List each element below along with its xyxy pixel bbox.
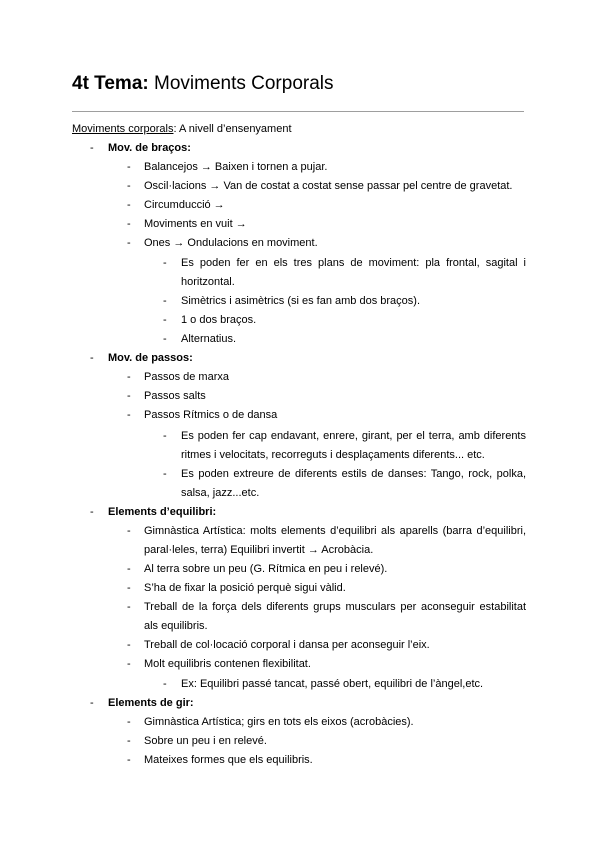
sub-list-item: Es poden fer en els tres plans de moviment: pla frontal, sagital i bbox=[181, 257, 526, 269]
section-heading: Elements d’equilibri: bbox=[108, 506, 217, 518]
section-heading: Elements de gir: bbox=[108, 697, 194, 709]
sub-list-item: Es poden extreure de diferents estils de danses: Tango, rock, polka, bbox=[181, 468, 526, 480]
bullet-dash: - bbox=[127, 409, 131, 421]
list-item: Treball de la força dels diferents grups musculars per aconseguir estabilitat bbox=[144, 601, 526, 613]
bullet-dash: - bbox=[90, 352, 94, 364]
bullet-dash: - bbox=[127, 735, 131, 747]
page-title bbox=[72, 72, 334, 96]
list-item-continued: paral·leles, terra) Equilibri invertit → Acrobàcia. bbox=[144, 544, 374, 556]
list-item: Balancejos → Baixen i tornen a pujar. bbox=[144, 161, 328, 173]
bullet-dash: - bbox=[127, 639, 131, 651]
list-item: Al terra sobre un peu (G. Rítmica en peu i relevé). bbox=[144, 563, 388, 575]
list-item: Passos de marxa bbox=[144, 371, 229, 383]
list-item: Ones → Ondulacions en moviment. bbox=[144, 237, 318, 249]
bullet-dash: - bbox=[127, 582, 131, 594]
list-item: S’ha de fixar la posició perquè sigui vàlid. bbox=[144, 582, 346, 594]
bullet-dash: - bbox=[127, 237, 131, 249]
list-item: Gimnàstica Artística; girs en tots els eixos (acrobàcies). bbox=[144, 716, 414, 728]
bullet-dash: - bbox=[163, 468, 167, 480]
bullet-dash: - bbox=[127, 525, 131, 537]
bullet-dash: - bbox=[163, 257, 167, 269]
bullet-dash: - bbox=[127, 199, 131, 211]
section-heading: Mov. de passos: bbox=[108, 352, 193, 364]
list-item: Passos salts bbox=[144, 390, 206, 402]
list-item-continued: als equilibris. bbox=[144, 620, 208, 632]
list-item: Treball de col·locació corporal i dansa per aconseguir l’eix. bbox=[144, 639, 430, 651]
intro-line bbox=[72, 122, 292, 136]
bullet-dash: - bbox=[163, 430, 167, 442]
bullet-dash: - bbox=[127, 390, 131, 402]
list-item: Mateixes formes que els equilibris. bbox=[144, 754, 313, 766]
bullet-dash: - bbox=[127, 716, 131, 728]
bullet-dash: - bbox=[127, 180, 131, 192]
bullet-dash: - bbox=[127, 161, 131, 173]
title-divider bbox=[72, 111, 524, 112]
bullet-dash: - bbox=[127, 658, 131, 670]
bullet-dash: - bbox=[127, 218, 131, 230]
sub-list-item-continued: ritmes i velocitats, recorreguts i desplaçaments diferents... etc. bbox=[181, 449, 485, 461]
intro-underlined: Moviments corporals bbox=[72, 123, 174, 135]
bullet-dash: - bbox=[127, 563, 131, 575]
sub-list-item: 1 o dos braços. bbox=[181, 314, 257, 326]
title-bold: 4t Tema: bbox=[72, 73, 149, 94]
sub-list-item: Alternatius. bbox=[181, 333, 237, 345]
list-item: Moviments en vuit → bbox=[144, 218, 247, 230]
list-item: Gimnàstica Artística: molts elements d’equilibri als aparells (barra d’equilibri, bbox=[144, 525, 526, 537]
list-item: Oscil·lacions → Van de costat a costat sense passar pel centre de gravetat. bbox=[144, 180, 513, 192]
sub-list-item-continued: horitzontal. bbox=[181, 276, 235, 288]
sub-list-item-continued: salsa, jazz...etc. bbox=[181, 487, 260, 499]
bullet-dash: - bbox=[90, 142, 94, 154]
sub-list-item: Simètrics i asimètrics (si es fan amb dos braços). bbox=[181, 295, 421, 307]
bullet-dash: - bbox=[127, 754, 131, 766]
bullet-dash: - bbox=[163, 295, 167, 307]
bullet-dash: - bbox=[127, 371, 131, 383]
list-item: Molt equilibris contenen flexibilitat. bbox=[144, 658, 311, 670]
intro-rest: : A nivell d’ensenyament bbox=[173, 123, 292, 135]
bullet-dash: - bbox=[127, 601, 131, 613]
bullet-dash: - bbox=[90, 697, 94, 709]
sub-list-item: Ex: Equilibri passé tancat, passé obert, equilibri de l’àngel,etc. bbox=[181, 678, 484, 690]
sub-list-item: Es poden fer cap endavant, enrere, girant, per el terra, amb diferents bbox=[181, 430, 526, 442]
bullet-dash: - bbox=[90, 506, 94, 518]
list-item: Circumducció → bbox=[144, 199, 225, 211]
list-item: Passos Rítmics o de dansa bbox=[144, 409, 278, 421]
bullet-dash: - bbox=[163, 678, 167, 690]
bullet-dash: - bbox=[163, 333, 167, 345]
title-rest: Moviments Corporals bbox=[148, 73, 334, 94]
bullet-dash: - bbox=[163, 314, 167, 326]
list-item: Sobre un peu i en relevé. bbox=[144, 735, 267, 747]
section-heading: Mov. de braços: bbox=[108, 142, 191, 154]
